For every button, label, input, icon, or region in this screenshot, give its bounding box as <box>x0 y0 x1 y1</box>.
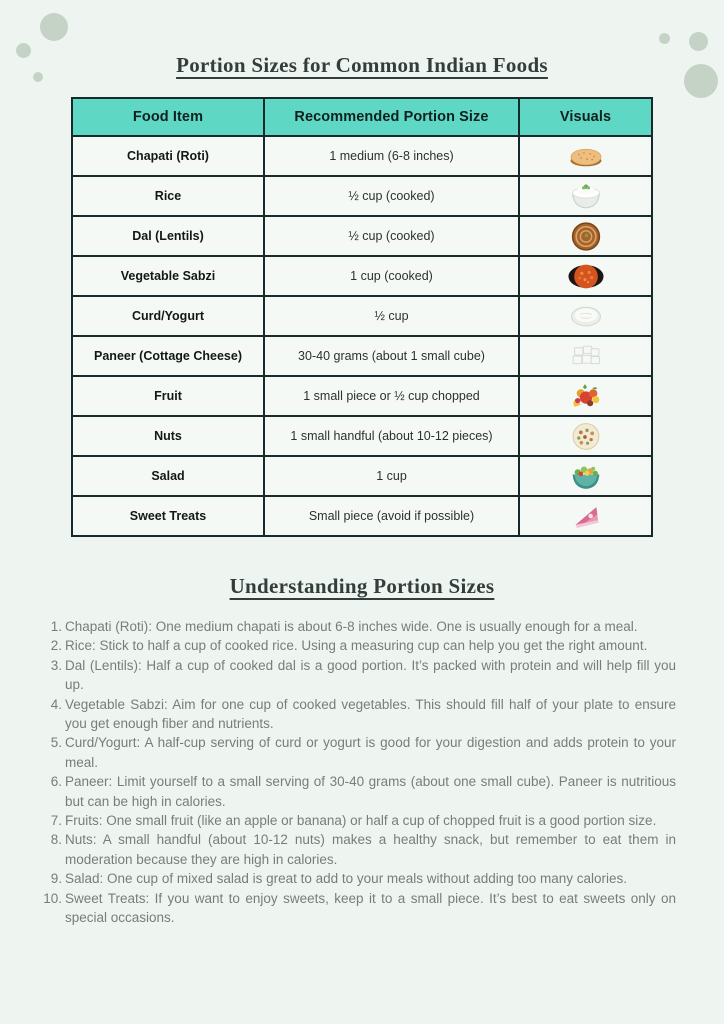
list-item <box>38 656 676 695</box>
list-item <box>38 772 676 811</box>
portion-size-cell: Small piece (avoid if possible) <box>264 496 519 536</box>
decor-circle <box>33 72 43 82</box>
decor-circle <box>40 13 68 41</box>
table-row <box>72 176 652 216</box>
list-item-text: Vegetable Sabzi: Aim for one cup of cooked vegetables. This should fill half of your plate to ensure you get enough fiber and nutrients. <box>65 696 676 732</box>
food-item-cell: Fruit <box>72 376 264 416</box>
list-item-number: 6. <box>50 774 62 790</box>
portion-size-cell: ½ cup (cooked) <box>264 176 519 216</box>
table-row <box>72 416 652 456</box>
list-item-text: Dal (Lentils): Half a cup of cooked dal is a good portion. It’s packed with protein and will help fill you up. <box>65 657 676 693</box>
food-item-cell: Curd/Yogurt <box>72 296 264 336</box>
list-item-number: 8. <box>50 832 62 848</box>
list-item-number: 1. <box>50 619 62 634</box>
list-item <box>38 830 676 869</box>
table-row <box>72 296 652 336</box>
visual-cell <box>519 216 652 256</box>
table-row <box>72 456 652 496</box>
list-item-number: 10. <box>43 890 62 906</box>
nuts-plate-icon <box>521 420 650 453</box>
salad-bowl-icon <box>521 460 650 493</box>
visual-cell <box>519 136 652 176</box>
list-item-text: Paneer: Limit yourself to a small serving of 30-40 grams (about one small cube). Paneer is nutritious but can be high in calories. <box>65 774 676 809</box>
list-item-text: Nuts: A small handful (about 10-12 nuts) makes a healthy snack, but remember to eat them in moderation because they are high in calories. <box>65 832 676 867</box>
visual-cell <box>519 176 652 216</box>
portion-size-cell: 1 cup <box>264 456 519 496</box>
decor-circle <box>689 32 708 51</box>
curd-bowl-icon <box>521 300 650 333</box>
rice-bowl-icon <box>521 180 650 213</box>
portion-size-cell: ½ cup <box>264 296 519 336</box>
list-item-number: 3. <box>50 657 62 673</box>
food-item-cell: Sweet Treats <box>72 496 264 536</box>
decor-circle <box>684 64 718 98</box>
list-item <box>38 617 676 636</box>
list-item-text: Sweet Treats: If you want to enjoy sweets, keep it to a small piece. It’s best to eat sweets only on special occasions. <box>65 890 676 926</box>
visual-cell <box>519 336 652 376</box>
food-item-cell: Nuts <box>72 416 264 456</box>
list-item-number: 7. <box>50 813 62 829</box>
visual-cell <box>519 256 652 296</box>
paneer-cubes-icon <box>521 340 650 373</box>
table-header-row <box>72 98 652 136</box>
portion-size-cell: 1 small piece or ½ cup chopped <box>264 376 519 416</box>
table-row <box>72 136 652 176</box>
table-row <box>72 256 652 296</box>
fruit-icon <box>521 380 650 413</box>
list-item-number: 5. <box>50 735 62 751</box>
list-item-text: Salad: One cup of mixed salad is great to add to your meals without adding too many calories. <box>65 871 628 887</box>
list-item-text: Curd/Yogurt: A half-cup serving of curd or yogurt is good for your digestion and adds protein to your meal. <box>65 735 676 770</box>
section-heading: Understanding Portion Sizes <box>229 574 495 598</box>
visual-cell <box>519 416 652 456</box>
portion-size-cell: 30-40 grams (about 1 small cube) <box>264 336 519 376</box>
column-header-food-item: Food Item <box>72 98 264 136</box>
list-item <box>38 811 676 830</box>
list-item-text: Rice: Stick to half a cup of cooked rice. Using a measuring cup can help you get the right amount. <box>65 638 648 654</box>
food-item-cell: Salad <box>72 456 264 496</box>
visual-cell <box>519 376 652 416</box>
food-item-cell: Chapati (Roti) <box>72 136 264 176</box>
portion-size-cell: 1 medium (6-8 inches) <box>264 136 519 176</box>
decor-circle <box>659 33 670 44</box>
table-row <box>72 336 652 376</box>
table-row <box>72 496 652 536</box>
dal-bowl-icon <box>521 220 650 253</box>
list-item-number: 2. <box>50 638 62 654</box>
sabzi-pot-icon <box>521 260 650 293</box>
list-item-text: Chapati (Roti): One medium chapati is about 6-8 inches wide. One is usually enough for a meal. <box>65 619 638 634</box>
portion-size-cell: ½ cup (cooked) <box>264 216 519 256</box>
portion-table <box>71 97 653 537</box>
food-item-cell: Rice <box>72 176 264 216</box>
list-item <box>38 733 676 772</box>
cake-slice-icon <box>521 500 650 533</box>
portion-size-cell: 1 small handful (about 10-12 pieces) <box>264 416 519 456</box>
page-title: Portion Sizes for Common Indian Foods <box>176 53 548 77</box>
column-header-visuals: Visuals <box>519 98 652 136</box>
food-item-cell: Vegetable Sabzi <box>72 256 264 296</box>
food-item-cell: Paneer (Cottage Cheese) <box>72 336 264 376</box>
table-row <box>72 216 652 256</box>
column-header-portion-size: Recommended Portion Size <box>264 98 519 136</box>
list-item <box>38 889 676 928</box>
visual-cell <box>519 296 652 336</box>
list-item-text: Fruits: One small fruit (like an apple or banana) or half a cup of chopped fruit is a good portion size. <box>65 813 657 829</box>
food-item-cell: Dal (Lentils) <box>72 216 264 256</box>
list-item <box>38 695 676 734</box>
list-item <box>38 636 676 655</box>
decor-circle <box>16 43 31 58</box>
visual-cell <box>519 456 652 496</box>
list-item <box>38 869 676 888</box>
visual-cell <box>519 496 652 536</box>
portion-list <box>38 617 676 928</box>
portion-size-cell: 1 cup (cooked) <box>264 256 519 296</box>
list-item-number: 4. <box>50 696 62 712</box>
table-row <box>72 376 652 416</box>
chapati-icon <box>521 140 650 173</box>
list-item-number: 9. <box>50 871 62 887</box>
